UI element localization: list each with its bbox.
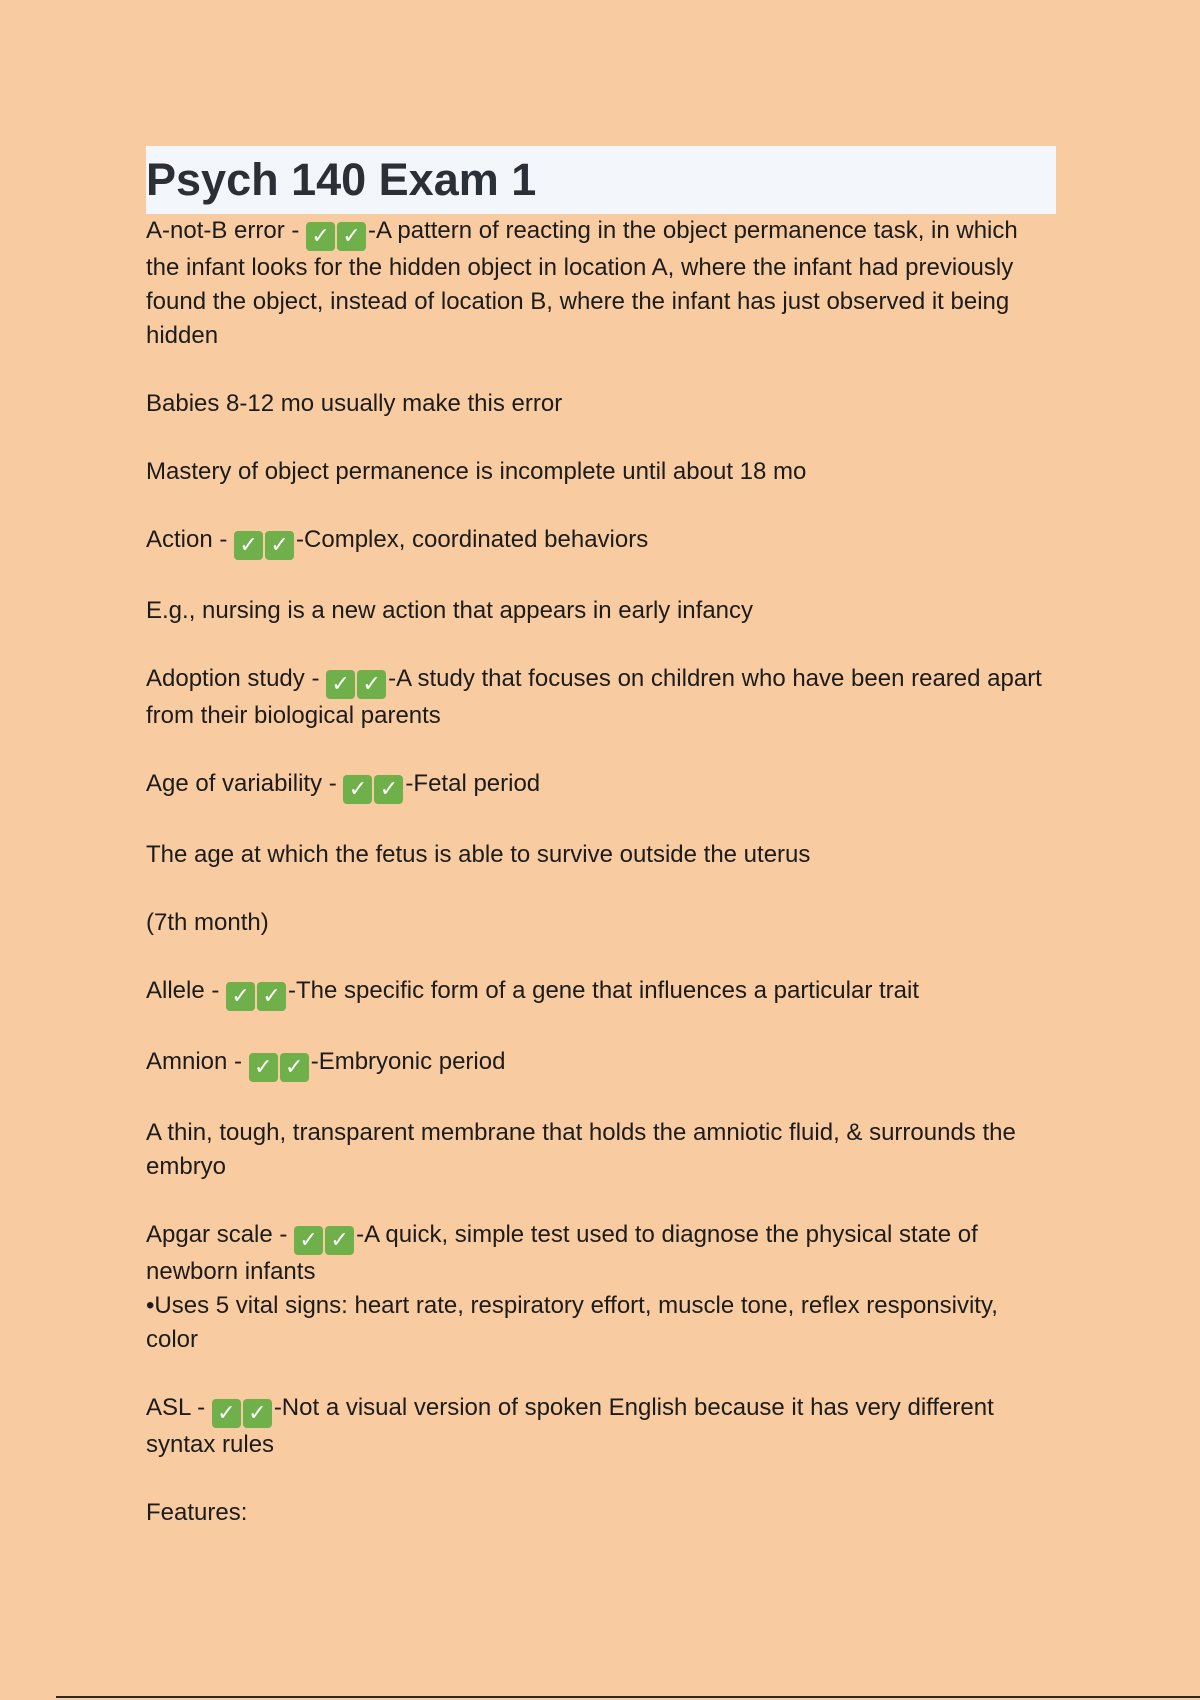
checkmark-icon: ✓ bbox=[280, 1053, 309, 1082]
entry-a-not-b-error bbox=[146, 214, 1056, 353]
definition: -A pattern of reacting in the object permanence task, in which the infant looks for the hidden object in location A, where the infant had previously found the object, instead of location B, where the infant has just observed it being hidden bbox=[146, 217, 1018, 349]
note-paragraph: Babies 8-12 mo usually make this error bbox=[146, 390, 563, 417]
term: Action - bbox=[146, 526, 235, 553]
term: ASL - bbox=[146, 1394, 212, 1421]
entry-apgar-scale bbox=[146, 1218, 1056, 1289]
checkmark-icon: ✓ bbox=[294, 1226, 323, 1255]
checkmark-icon: ✓ bbox=[374, 775, 403, 804]
note-paragraph: The age at which the fetus is able to survive outside the uterus bbox=[146, 841, 811, 868]
entries-list bbox=[146, 214, 1056, 1530]
term: Amnion - bbox=[146, 1048, 249, 1075]
entry-asl bbox=[146, 1391, 1056, 1462]
definition: -Fetal period bbox=[405, 770, 541, 797]
checkmark-icon: ✓ bbox=[243, 1399, 272, 1428]
note-paragraph: A thin, tough, transparent membrane that holds the amniotic fluid, & surrounds the embryo bbox=[146, 1119, 1016, 1180]
term: Apgar scale - bbox=[146, 1221, 295, 1248]
term: Allele - bbox=[146, 977, 227, 1004]
definition: -The specific form of a gene that influences a particular trait bbox=[288, 977, 920, 1004]
entry-adoption-study bbox=[146, 662, 1056, 733]
entry-action bbox=[146, 523, 1056, 560]
term: Adoption study - bbox=[146, 665, 327, 692]
checkmark-icon: ✓ bbox=[325, 1226, 354, 1255]
note-paragraph: (7th month) bbox=[146, 909, 269, 936]
checkmark-icon: ✓ bbox=[257, 982, 286, 1011]
entry-allele bbox=[146, 974, 1056, 1011]
document-title: Psych 140 Exam 1 bbox=[146, 154, 537, 205]
page-bottom-divider bbox=[56, 1696, 1200, 1698]
definition: -A quick, simple test used to diagnose the physical state of newborn infants bbox=[146, 1221, 978, 1285]
document-page bbox=[146, 146, 1056, 1564]
definition: -A study that focuses on children who have been reared apart from their biological parents bbox=[146, 665, 1042, 729]
note-paragraph: Features: bbox=[146, 1499, 248, 1526]
checkmark-icon: ✓ bbox=[249, 1053, 278, 1082]
term: Age of variability - bbox=[146, 770, 344, 797]
entry-age-of-variability bbox=[146, 767, 1056, 804]
checkmark-icon: ✓ bbox=[343, 775, 372, 804]
bullet-paragraph: •Uses 5 vital signs: heart rate, respiratory effort, muscle tone, reflex responsivity, color bbox=[146, 1292, 998, 1353]
title-bar bbox=[146, 146, 1056, 214]
note-paragraph: Mastery of object permanence is incomplete until about 18 mo bbox=[146, 458, 807, 485]
note-paragraph: E.g., nursing is a new action that appears in early infancy bbox=[146, 597, 754, 624]
term: A-not-B error - bbox=[146, 217, 307, 244]
checkmark-icon: ✓ bbox=[226, 982, 255, 1011]
entry-amnion bbox=[146, 1045, 1056, 1082]
checkmark-icon: ✓ bbox=[326, 670, 355, 699]
definition: -Not a visual version of spoken English because it has very different syntax rules bbox=[146, 1394, 994, 1458]
checkmark-icon: ✓ bbox=[306, 222, 335, 251]
checkmark-icon: ✓ bbox=[265, 531, 294, 560]
checkmark-icon: ✓ bbox=[234, 531, 263, 560]
definition: -Complex, coordinated behaviors bbox=[296, 526, 649, 553]
checkmark-icon: ✓ bbox=[337, 222, 366, 251]
checkmark-icon: ✓ bbox=[357, 670, 386, 699]
definition: -Embryonic period bbox=[310, 1048, 506, 1075]
checkmark-icon: ✓ bbox=[212, 1399, 241, 1428]
